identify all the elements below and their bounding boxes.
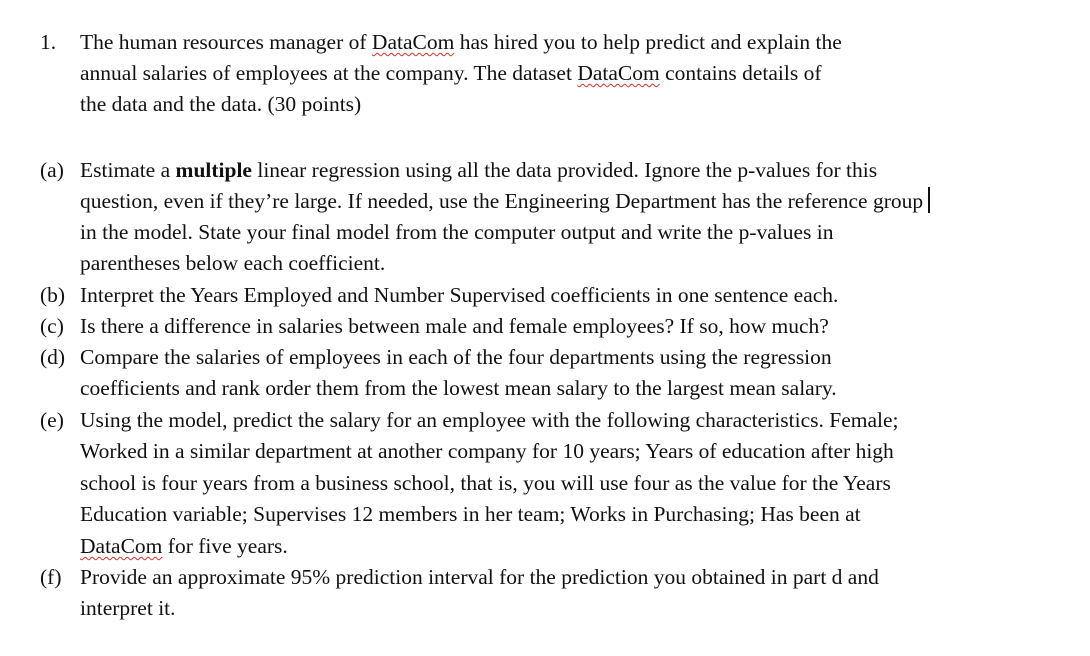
part-label: (c) bbox=[40, 314, 64, 338]
spellcheck-word[interactable]: DataCom bbox=[371, 30, 455, 54]
part-text: Worked in a similar department at another company for 10 years; Years of education after high bbox=[80, 439, 894, 463]
part-text: in the model. State your final model from the computer output and write the p-values in bbox=[80, 220, 834, 244]
bold-word: multiple bbox=[175, 158, 252, 182]
part-text: question, even if they’re large. If needed, use the Engineering Department has the reference group bbox=[80, 189, 924, 213]
part-label: (b) bbox=[40, 283, 66, 307]
intro-text: the data and the data. (30 points) bbox=[80, 92, 362, 116]
question-number: 1. bbox=[40, 30, 57, 54]
part-text: Estimate a bbox=[80, 158, 176, 182]
part-label: (f) bbox=[40, 565, 62, 589]
intro-text: annual salaries of employees at the company. The dataset bbox=[80, 61, 578, 85]
part-text: interpret it. bbox=[80, 596, 176, 620]
text-cursor bbox=[928, 187, 930, 213]
part-label: (e) bbox=[40, 408, 64, 432]
spellcheck-word[interactable]: DataCom bbox=[577, 61, 660, 85]
part-text: parentheses below each coefficient. bbox=[80, 251, 386, 275]
intro-text: has hired you to help predict and explain the bbox=[454, 30, 842, 54]
part-text: linear regression using all the data provided. Ignore the p-values for this bbox=[251, 158, 878, 182]
part-text: school is four years from a business school, that is, you will use four as the value for the Years bbox=[80, 471, 891, 495]
intro-text: contains details of bbox=[659, 61, 822, 85]
part-text: Provide an approximate 95% prediction interval for the prediction you obtained in part d and bbox=[80, 565, 879, 589]
part-text: for five years. bbox=[162, 534, 288, 558]
part-text: Compare the salaries of employees in each of the four departments using the regression bbox=[80, 345, 832, 369]
part-text: Interpret the Years Employed and Number Supervised coefficients in one sentence each. bbox=[80, 283, 839, 307]
spellcheck-word[interactable]: DataCom bbox=[80, 534, 163, 558]
part-label: (a) bbox=[40, 158, 64, 182]
intro-text: The human resources manager of bbox=[80, 30, 372, 54]
part-text: Education variable; Supervises 12 members in her team; Works in Purchasing; Has been at bbox=[80, 502, 861, 526]
part-text: Is there a difference in salaries between male and female employees? If so, how much? bbox=[80, 314, 829, 338]
part-label: (d) bbox=[40, 345, 66, 369]
part-text: coefficients and rank order them from the lowest mean salary to the largest mean salary. bbox=[80, 376, 837, 400]
part-text: Using the model, predict the salary for an employee with the following characteristics. Female; bbox=[80, 408, 899, 432]
